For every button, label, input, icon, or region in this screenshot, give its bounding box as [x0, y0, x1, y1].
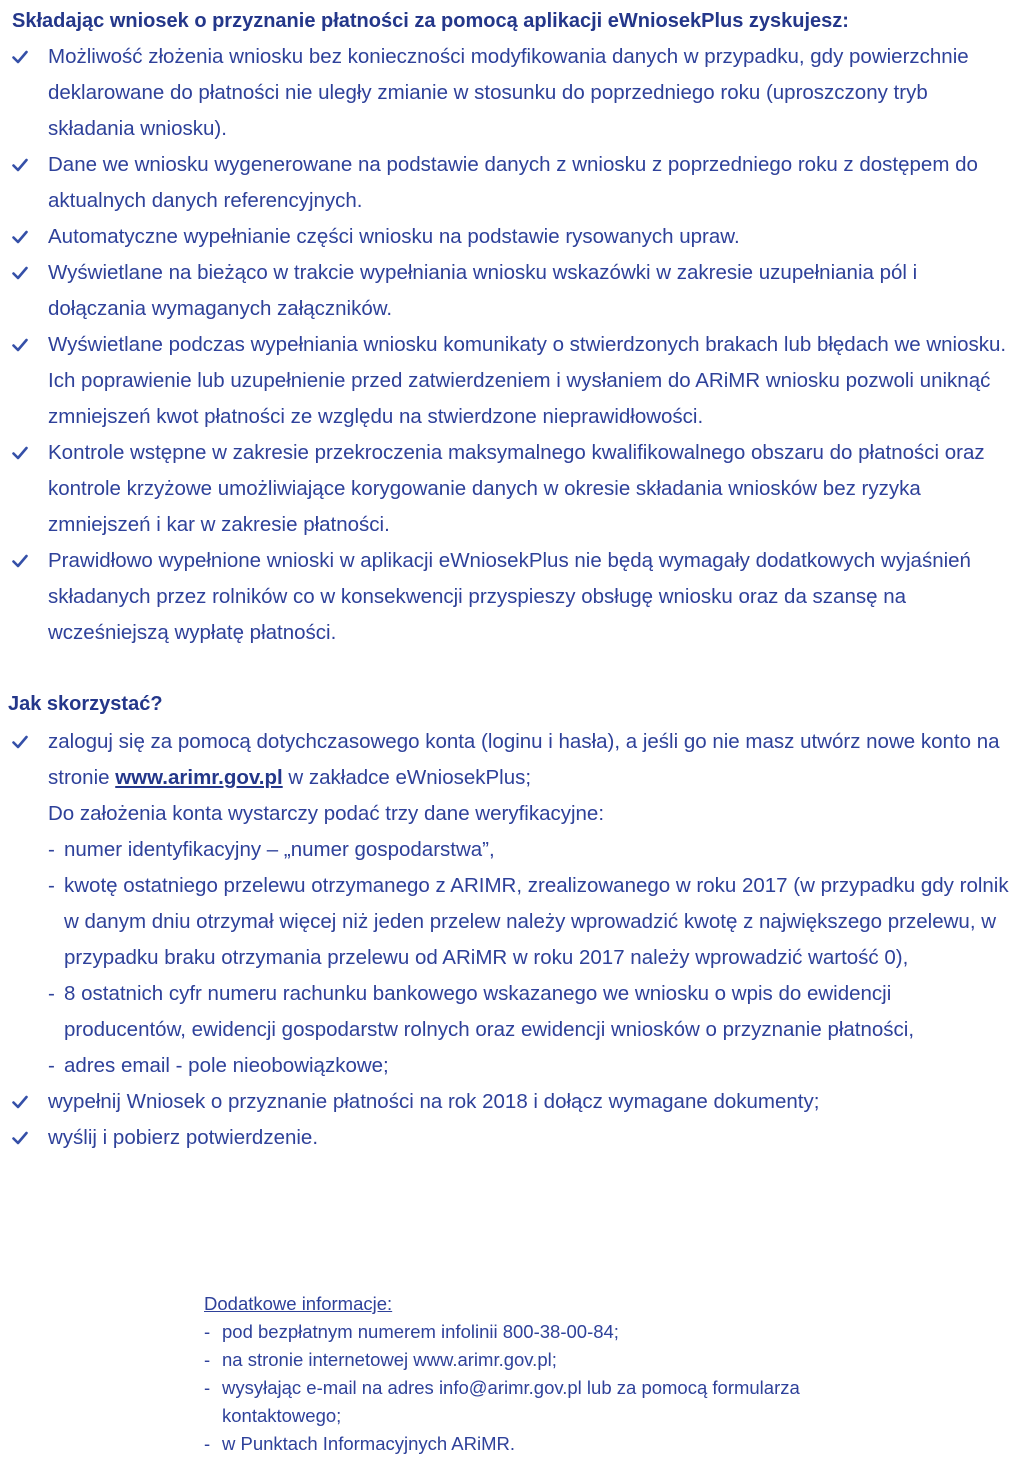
- benefit-item: [0, 327, 1024, 435]
- arimr-website-link[interactable]: www.arimr.gov.pl: [115, 766, 283, 789]
- step-fill-text: wypełnij Wniosek o przyznanie płatności na rok 2018 i dołącz wymagane dokumenty;: [48, 1090, 820, 1113]
- benefit-item: [0, 255, 1024, 327]
- verification-item: - numer identyfikacyjny – „numer gospodarstwa”,: [48, 832, 1014, 868]
- info-item-hotline: - pod bezpłatnym numerem infolinii 800-38-00-84;: [204, 1318, 824, 1346]
- benefit-text: Wyświetlane na bieżąco w trakcie wypełniania wniosku wskazówki w zakresie uzupełniania pól i dołączania wymaganych załączników.: [48, 261, 918, 320]
- checkmark-icon: [12, 338, 28, 352]
- verification-block: [0, 796, 1024, 1084]
- verification-list: [48, 832, 1014, 1084]
- benefit-item: [0, 543, 1024, 651]
- benefit-item: [0, 147, 1024, 219]
- benefit-text: Dane we wniosku wygenerowane na podstawie danych z wniosku z poprzedniego roku z dostępem do aktualnych danych referencyjnych.: [48, 153, 978, 212]
- benefit-text: Możliwość złożenia wniosku bez konieczności modyfikowania danych w przypadku, gdy powierzchnie deklarowane do płatności nie uległy zmianie w stosunku do poprzedniego roku (uproszczony tryb składania wniosku).: [48, 45, 969, 140]
- additional-info-box: [204, 1290, 824, 1458]
- step-login-text-end: w zakładce eWniosekPlus;: [282, 766, 532, 789]
- checkmark-icon: [12, 266, 28, 280]
- verification-item: - 8 ostatnich cyfr numeru rachunku bankowego wskazanego we wniosku o wpis do ewidencji producentów, ewidencji gospodarstw rolnych oraz ewidencji wniosków o przyznanie płatności,: [48, 976, 1014, 1048]
- benefit-text: Wyświetlane podczas wypełniania wniosku komunikaty o stwierdzonych brakach lub błędach we wniosku. Ich poprawienie lub uzupełnienie przed zatwierdzeniem i wysłaniem do ARiMR wniosku pozwoli uniknąć zmniejszeń kwot płatności ze względu na stwierdzone nieprawidłowości.: [48, 333, 1007, 428]
- benefit-text: Automatyczne wypełnianie części wniosku na podstawie rysowanych upraw.: [48, 225, 740, 248]
- benefits-list: [0, 39, 1024, 651]
- verification-item: - kwotę ostatniego przelewu otrzymanego z ARIMR, zrealizowanego w roku 2017 (w przypadku gdy rolnik w danym dniu otrzymał więcej niż jeden przelew należy wprowadzić kwotę z największego przelewu, w przypadku braku otrzymania przelewu od ARiMR w roku 2017 należy wprowadzić wartość 0),: [48, 868, 1014, 976]
- info-item-email: - wysyłając e-mail na adres info@arimr.gov.pl lub za pomocą formularza kontaktowego;: [204, 1374, 824, 1430]
- checkmark-icon: [12, 1131, 28, 1145]
- benefit-item: [0, 219, 1024, 255]
- step-item-login: [0, 724, 1024, 796]
- additional-info-title: Dodatkowe informacje:: [204, 1293, 393, 1314]
- checkmark-icon: [12, 446, 28, 460]
- benefit-item: [0, 435, 1024, 543]
- how-to-list: [0, 724, 1024, 1156]
- checkmark-icon: [12, 158, 28, 172]
- checkmark-icon: [12, 554, 28, 568]
- step-send-text: wyślij i pobierz potwierdzenie.: [48, 1126, 319, 1149]
- additional-info-list: [204, 1318, 824, 1458]
- how-to-heading: Jak skorzystać?: [8, 693, 163, 715]
- step-login-text: zaloguj się za pomocą dotychczasowego konta (loginu i hasła), a jeśli go nie masz utwórz nowe konto na stronie: [48, 730, 1000, 789]
- checkmark-icon: [12, 230, 28, 244]
- step-item-send: [0, 1120, 1024, 1156]
- benefit-item: [0, 39, 1024, 147]
- checkmark-icon: [12, 50, 28, 64]
- verification-item: - adres email - pole nieobowiązkowe;: [48, 1048, 1014, 1084]
- benefits-heading: Składając wniosek o przyznanie płatności za pomocą aplikacji eWniosekPlus zyskujesz:: [12, 10, 849, 32]
- checkmark-icon: [12, 735, 28, 749]
- checkmark-icon: [12, 1095, 28, 1109]
- info-item-website: - na stronie internetowej www.arimr.gov.pl;: [204, 1346, 824, 1374]
- verification-intro: Do założenia konta wystarczy podać trzy dane weryfikacyjne:: [48, 802, 605, 825]
- step-item-fill: [0, 1084, 1024, 1120]
- info-item-offices: - w Punktach Informacyjnych ARiMR.: [204, 1430, 824, 1458]
- benefit-text: Prawidłowo wypełnione wnioski w aplikacji eWniosekPlus nie będą wymagały dodatkowych wyjaśnień składanych przez rolników co w konsekwencji przyspieszy obsługę wniosku oraz da szansę na wcześniejszą wypłatę płatności.: [48, 549, 971, 644]
- benefit-text: Kontrole wstępne w zakresie przekroczenia maksymalnego kwalifikowalnego obszaru do płatności oraz kontrole krzyżowe umożliwiające korygowanie danych w okresie składania wniosków bez ryzyka zmniejszeń i kar w zakresie płatności.: [48, 441, 985, 536]
